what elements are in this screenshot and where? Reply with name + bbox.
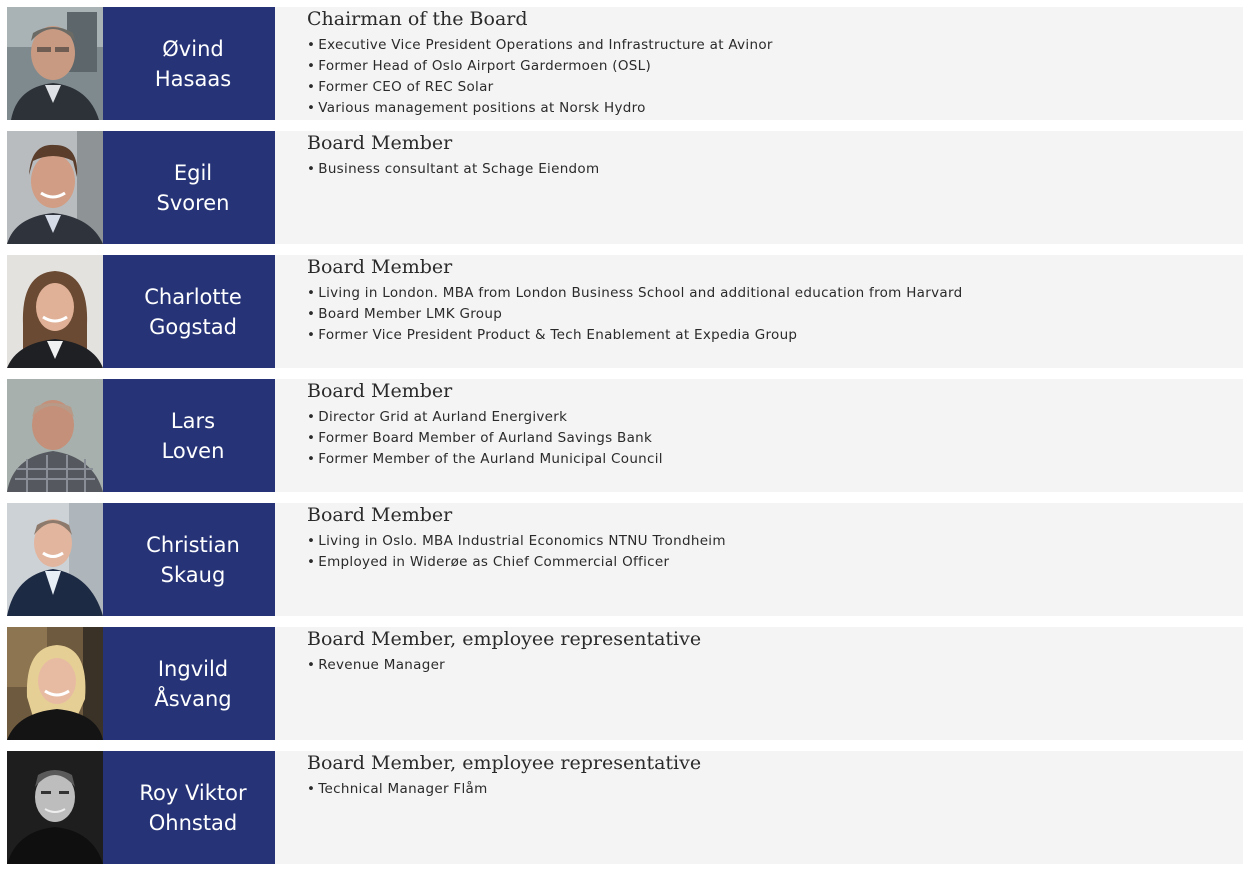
member-bullets xyxy=(307,779,488,800)
bullet-item: • Former Head of Oslo Airport Gardermoen (OSL) xyxy=(307,56,773,77)
bullet-item: • Director Grid at Aurland Energiverk xyxy=(307,407,663,428)
board-member-row xyxy=(7,627,1243,740)
board-member-row xyxy=(7,131,1243,244)
member-bullets xyxy=(307,283,962,346)
board-member-row xyxy=(7,7,1243,120)
name-banner xyxy=(103,751,303,864)
bullet-item: • Technical Manager Flåm xyxy=(307,779,488,800)
member-first-name: Christian xyxy=(146,532,240,557)
name-banner xyxy=(103,503,303,616)
board-member-row xyxy=(7,379,1243,492)
member-last-name: Svoren xyxy=(156,190,230,215)
member-info-panel xyxy=(275,7,1243,120)
member-bullets xyxy=(307,655,445,676)
portrait-photo xyxy=(7,627,103,740)
member-first-name: Lars xyxy=(170,408,216,433)
bullet-item: • Former Vice President Product & Tech Enablement at Expedia Group xyxy=(307,325,962,346)
bullet-item: • Living in London. MBA from London Business School and additional education from Harvard xyxy=(307,283,962,304)
member-last-name: Ohnstad xyxy=(148,810,238,835)
member-last-name: Åsvang xyxy=(154,686,232,711)
bullet-item: • Executive Vice President Operations and Infrastructure at Avinor xyxy=(307,35,773,56)
board-member-row xyxy=(7,255,1243,368)
name-banner xyxy=(103,627,303,740)
member-bullets xyxy=(307,35,773,119)
member-first-name: Charlotte xyxy=(144,284,242,309)
member-role: Board Member, employee representative xyxy=(307,628,702,650)
name-banner xyxy=(103,7,303,120)
portrait-photo xyxy=(7,131,103,244)
bullet-item: • Revenue Manager xyxy=(307,655,445,676)
member-info-panel xyxy=(275,503,1243,616)
portrait-photo xyxy=(7,503,103,616)
member-info-panel xyxy=(275,627,1243,740)
member-role: Board Member, employee representative xyxy=(307,752,702,774)
bullet-item: • Former Member of the Aurland Municipal Council xyxy=(307,449,663,470)
member-last-name: Hasaas xyxy=(154,66,232,91)
member-info-panel xyxy=(275,255,1243,368)
bullet-item: • Former CEO of REC Solar xyxy=(307,77,773,98)
portrait-photo xyxy=(7,255,103,368)
board-member-row xyxy=(7,751,1243,864)
member-bullets xyxy=(307,531,726,573)
bullet-item: • Former Board Member of Aurland Savings Bank xyxy=(307,428,663,449)
member-role: Board Member xyxy=(307,256,453,278)
portrait-photo xyxy=(7,751,103,864)
bullet-item: • Board Member LMK Group xyxy=(307,304,962,325)
board-member-row xyxy=(7,503,1243,616)
member-role: Board Member xyxy=(307,132,453,154)
name-banner xyxy=(103,379,303,492)
name-banner xyxy=(103,131,303,244)
portrait-photo xyxy=(7,7,103,120)
bullet-item: • Living in Oslo. MBA Industrial Economics NTNU Trondheim xyxy=(307,531,726,552)
member-bullets xyxy=(307,159,599,180)
member-last-name: Loven xyxy=(161,438,225,463)
member-first-name: Øvind xyxy=(162,36,224,61)
member-info-panel xyxy=(275,131,1243,244)
member-role: Board Member xyxy=(307,504,453,526)
bullet-item: • Business consultant at Schage Eiendom xyxy=(307,159,599,180)
member-info-panel xyxy=(275,751,1243,864)
member-info-panel xyxy=(275,379,1243,492)
member-bullets xyxy=(307,407,663,470)
member-last-name: Skaug xyxy=(160,562,226,587)
member-first-name: Egil xyxy=(173,160,213,185)
name-banner xyxy=(103,255,303,368)
member-role: Board Member xyxy=(307,380,453,402)
bullet-item: • Employed in Widerøe as Chief Commercial Officer xyxy=(307,552,726,573)
member-first-name: Roy Viktor xyxy=(139,780,247,805)
member-first-name: Ingvild xyxy=(157,656,229,681)
member-role: Chairman of the Board xyxy=(307,8,528,30)
portrait-photo xyxy=(7,379,103,492)
member-last-name: Gogstad xyxy=(149,314,237,339)
bullet-item: • Various management positions at Norsk Hydro xyxy=(307,98,773,119)
